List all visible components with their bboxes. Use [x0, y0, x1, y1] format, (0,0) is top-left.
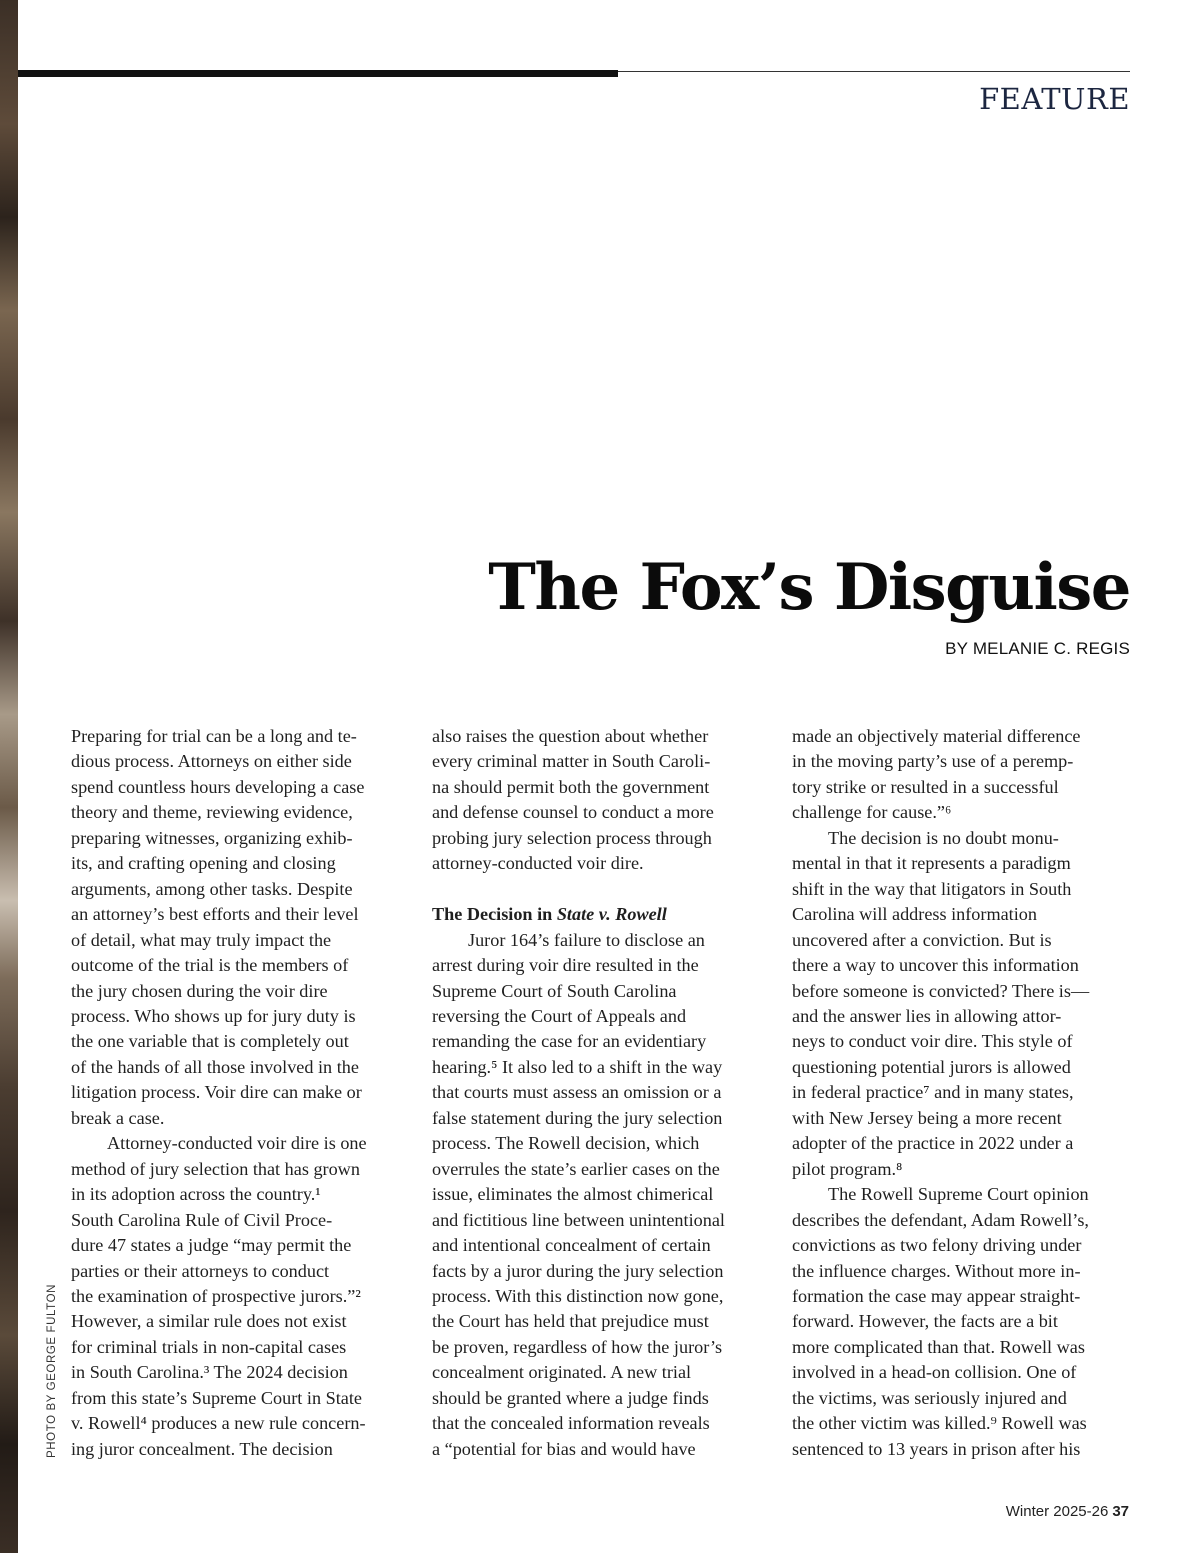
- header-rule-thin: [618, 71, 1130, 72]
- paragraph: The Rowell Supreme Court opinion describes the defendant, Adam Rowell’s, convictions as two felony driving under the influence charges. Without more in- formation the case may appear straight- forward. However, the facts are a bit more complicated than that. Rowell was involved in a head-on collision. One of the victims, was seriously injured and the other victim was killed.⁹ Rowell was sentenced to 13 years in prison after his: [792, 1184, 1089, 1459]
- section-label: FEATURE: [979, 82, 1130, 116]
- paragraph: Juror 164’s failure to disclose an arrest during voir dire resulted in the Supreme Court of South Carolina reversing the Court of Appeals and remanding the case for an evidentiary hearing.⁵ It also led to a shift in the way that courts must assess an omission or a false statement during the jury selection process. The Rowell decision, which overrules the state’s earlier cases on the issue, eliminates the almost chimerical and fictitious line between unintentional and intentional concealment of certain facts by a juror during the jury selection process. With this distinction now gone, the Court has held that prejudice must be proven, regardless of how the juror’s concealment originated. A new trial should be granted where a judge finds that the concealed information reveals a “potential for bias and would have: [432, 929, 725, 1459]
- text-column-3: [792, 724, 1138, 1462]
- header-rule-thick: [18, 70, 618, 77]
- paragraph: made an objectively material difference in the moving party’s use of a peremp- tory strike or resulted in a successful challenge for cause.”⁶: [792, 726, 1081, 823]
- page-number: 37: [1112, 1503, 1129, 1520]
- paragraph: Attorney-conducted voir dire is one method of jury selection that has grown in its adoption across the country.¹ South Carolina Rule of Civil Proce- dure 47 states a judge “may permit the parties or their attorneys to conduct the examination of prospective jurors.”² However, a similar rule does not exist for criminal trials in non-capital cases in South Carolina.³ The 2024 decision from this state’s Supreme Court in State v. Rowell⁴ produces a new rule concern- ing juror concealment. The decision: [71, 1133, 367, 1459]
- cover-photo-edge: [0, 0, 18, 1553]
- byline: BY MELANIE C. REGIS: [945, 639, 1130, 658]
- photo-credit: PHOTO BY GEORGE FULTON: [46, 1283, 58, 1458]
- section-heading: [432, 902, 778, 927]
- article-title: The Fox’s Disguise: [488, 550, 1130, 625]
- text-column-1: [71, 724, 417, 1462]
- page-footer: [1006, 1503, 1129, 1520]
- paragraph: also raises the question about whether every criminal matter in South Caroli- na should permit both the government and defense counsel to conduct a more probing jury selection process through attorney-conducted voir dire.: [432, 726, 714, 874]
- heading-prefix: The Decision in: [432, 904, 557, 925]
- heading-case-name: State v. Rowell: [556, 904, 667, 925]
- issue-label: Winter 2025-26: [1005, 1503, 1109, 1520]
- text-column-2: [432, 724, 778, 1462]
- paragraph: The decision is no doubt monu- mental in that it represents a paradigm shift in the way that litigators in South Carolina will address information uncovered after a conviction. But is there a way to uncover this information before someone is convicted? There is— and the answer lies in allowing attor- neys to conduct voir dire. This style of questioning potential jurors is allowed in federal practice⁷ and in many states, with New Jersey being a more recent adopter of the practice in 2022 under a pilot program.⁸: [792, 827, 1090, 1179]
- paragraph: Preparing for trial can be a long and te- dious process. Attorneys on either side spend countless hours developing a case theory and theme, reviewing evidence, preparing witnesses, organizing exhib- its, and crafting opening and closing arguments, among other tasks. Despite an attorney’s best efforts and their level of detail, what may truly impact the outcome of the trial is the members of the jury chosen during the voir dire process. Who shows up for jury duty is the one variable that is completely out of the hands of all those involved in the litigation process. Voir dire can make or break a case.: [71, 726, 365, 1128]
